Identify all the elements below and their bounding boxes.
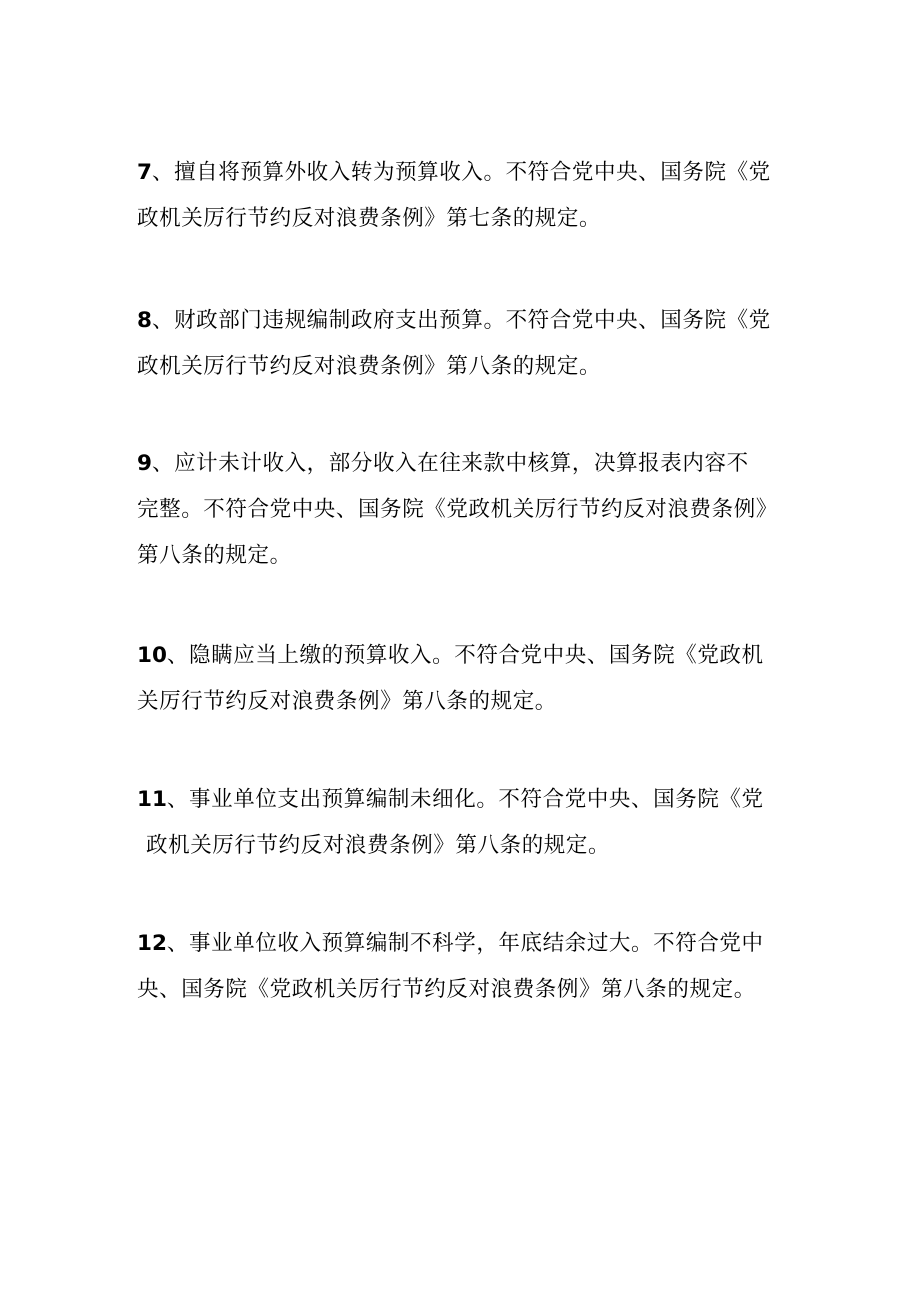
line-text: 、隐瞒应当上缴的预算收入。不符合党中央、国务院《党政机 [166, 643, 764, 668]
line-text: 、事业单位收入预算编制不科学，年底结余过大。不符合党中 [166, 931, 764, 956]
item-number: 12 [137, 931, 167, 956]
line-text: 、擅自将预算外收入转为预算收入。不符合党中央、国务院《党 [151, 160, 771, 185]
paragraph-line: 政机关厉行节约反对浪费条例》第七条的规定。 [137, 206, 602, 231]
item-number: 9 [137, 451, 152, 476]
paragraph-item-9 [137, 441, 789, 579]
item-number: 10 [137, 643, 167, 668]
paragraph-line: 第八条的规定。 [137, 543, 292, 568]
paragraph-line: 央、国务院《党政机关厉行节约反对浪费条例》第八条的规定。 [137, 977, 756, 1002]
paragraph-line [137, 633, 789, 679]
paragraph-line [137, 921, 789, 967]
paragraph-line: 完整。不符合党中央、国务院《党政机关厉行节约反对浪费条例》 [137, 497, 778, 522]
paragraph-item-10 [137, 633, 789, 725]
paragraph-line [137, 441, 789, 487]
paragraph-item-12 [137, 921, 789, 1013]
paragraph-item-8 [137, 298, 789, 390]
item-number: 11 [137, 787, 167, 812]
paragraph-line: 关厉行节约反对浪费条例》第八条的规定。 [137, 689, 557, 714]
line-text: 、财政部门违规编制政府支出预算。不符合党中央、国务院《党 [151, 308, 771, 333]
paragraph-line [137, 777, 789, 823]
paragraph-line: 政机关厉行节约反对浪费条例》第八条的规定。 [137, 354, 602, 379]
item-number: 8 [137, 308, 152, 333]
line-text: 、应计未计收入，部分收入在往来款中核算，决算报表内容不 [151, 451, 749, 476]
paragraph-line [137, 298, 789, 344]
paragraph-line [137, 150, 789, 196]
line-text: 、事业单位支出预算编制未细化。不符合党中央、国务院《党 [166, 787, 764, 812]
paragraph-line: 政机关厉行节约反对浪费条例》第八条的规定。 [146, 833, 611, 858]
item-number: 7 [137, 160, 152, 185]
paragraph-item-11 [137, 777, 789, 869]
paragraph-item-7 [137, 150, 789, 242]
